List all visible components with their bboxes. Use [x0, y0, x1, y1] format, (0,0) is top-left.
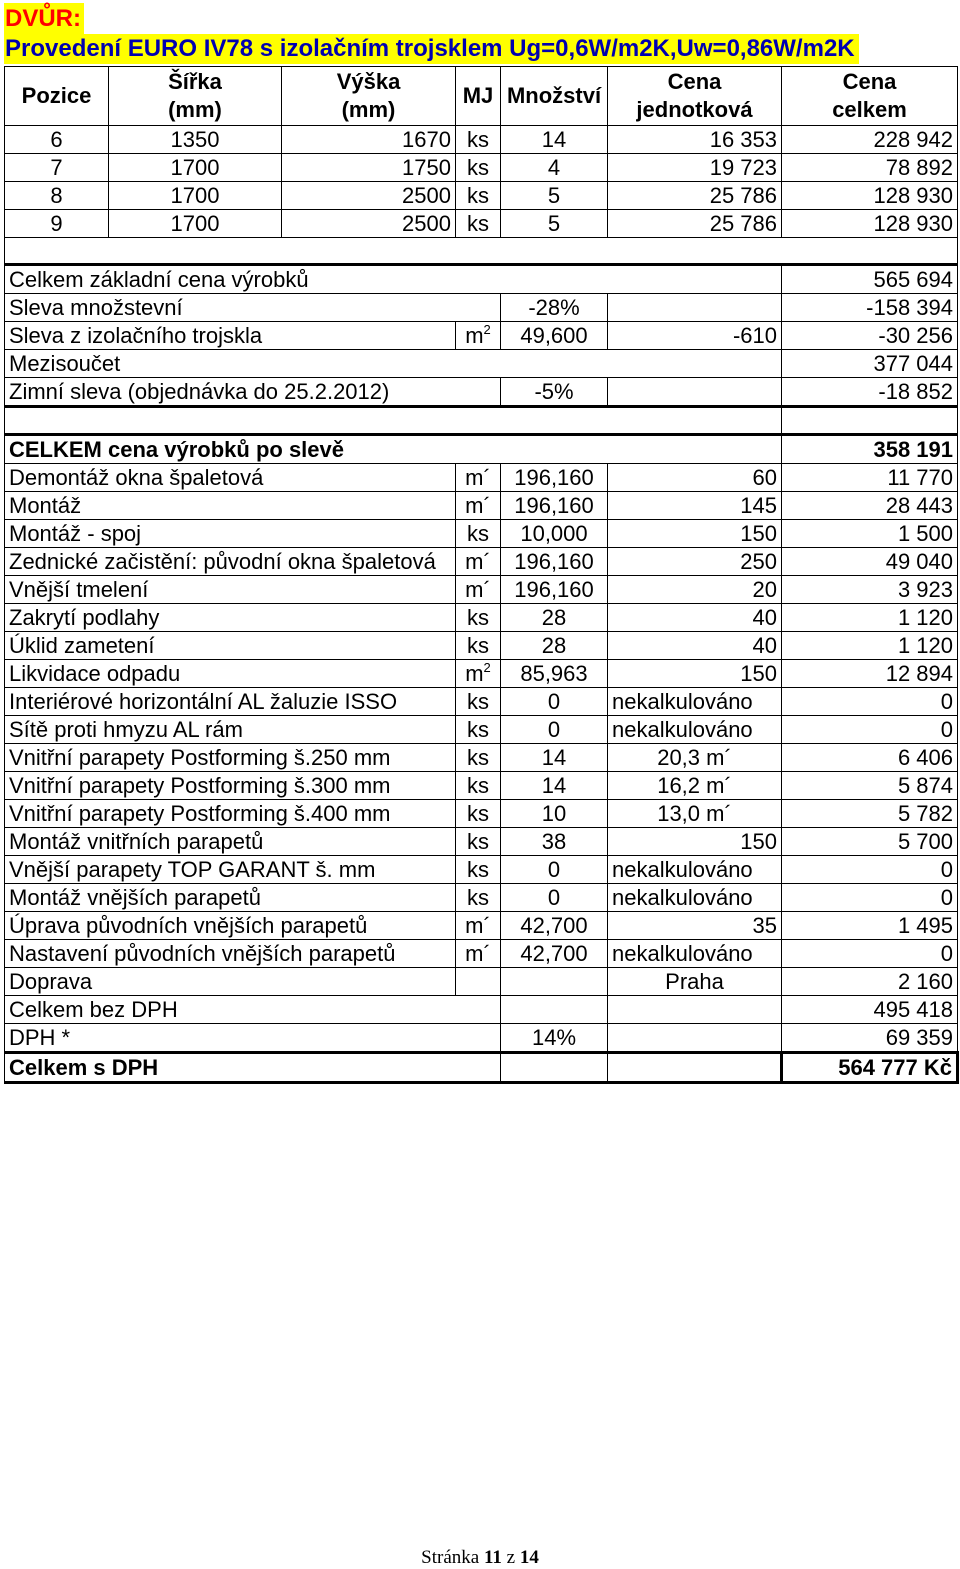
service-total: 6 406 [782, 744, 958, 772]
mj-cell [456, 912, 501, 940]
mj-cell [456, 322, 501, 350]
service-row [5, 576, 958, 604]
service-label: Vnitřní parapety Postforming š.400 mm [5, 800, 456, 828]
mj-exponent: 2 [483, 321, 491, 337]
mj-cell [456, 548, 501, 576]
service-unit-price: 145 [608, 492, 782, 520]
mj-unit: ks [467, 744, 489, 770]
header-mj: MJ [456, 67, 501, 126]
service-row [5, 828, 958, 856]
mj-unit: ks [467, 604, 489, 630]
total-value: 69 359 [782, 1024, 958, 1053]
celkem-po-sleve-row [5, 435, 958, 464]
service-row [5, 744, 958, 772]
cena-celkem-cell: 128 930 [782, 182, 958, 210]
service-qty: 14 [501, 772, 608, 800]
summary-row-zakladni [5, 265, 958, 294]
mj-unit: ks [467, 772, 489, 798]
service-label: Montáž vnitřních parapetů [5, 828, 456, 856]
summary-label: Zimní sleva (objednávka do 25.2.2012) [5, 378, 501, 407]
service-label: Vnější tmelení [5, 576, 456, 604]
service-label: Nastavení původních vnějších parapetů [5, 940, 456, 968]
service-qty: 42,700 [501, 912, 608, 940]
table-row [5, 126, 958, 154]
service-unit-price: 16,2 m´ [608, 772, 782, 800]
blank-row [5, 238, 958, 265]
summary-total: -18 852 [782, 378, 958, 407]
service-row [5, 520, 958, 548]
mj-cell [456, 604, 501, 632]
cena-jednotkova-cell: 25 786 [608, 210, 782, 238]
mnozstvi-cell: 5 [501, 182, 608, 210]
sirka-cell: 1350 [109, 126, 282, 154]
service-qty: 38 [501, 828, 608, 856]
header-cena-celkem: Cena celkem [782, 67, 958, 126]
service-unit-price: nekalkulováno [608, 716, 782, 744]
service-qty: 196,160 [501, 548, 608, 576]
mj-cell [456, 660, 501, 688]
sheet-heading: DVŮR: [4, 3, 84, 34]
summary-percent: -5% [501, 378, 608, 407]
mj-cell: ks [456, 154, 501, 182]
sirka-cell: 1700 [109, 182, 282, 210]
cena-celkem-cell: 128 930 [782, 210, 958, 238]
service-total: 0 [782, 856, 958, 884]
summary-label: Sleva množstevní [5, 294, 501, 322]
summary-empty [608, 294, 782, 322]
total-empty [501, 1053, 608, 1083]
service-qty: 0 [501, 716, 608, 744]
service-label: Montáž - spoj [5, 520, 456, 548]
service-qty: 196,160 [501, 576, 608, 604]
sheet-subheading: Provedení EURO IV78 s izolačním trojsklem Ug=0,6W/m2K,Uw=0,86W/m2K [4, 34, 859, 64]
mj-unit: ks [467, 632, 489, 658]
pozice-cell: 6 [5, 126, 109, 154]
table-header-row [5, 67, 958, 126]
service-unit-price: 20,3 m´ [608, 744, 782, 772]
service-label: Úprava původních vnějších parapetů [5, 912, 456, 940]
header-cena-jednotkova: Cena jednotková [608, 67, 782, 126]
service-qty: 196,160 [501, 492, 608, 520]
service-row [5, 884, 958, 912]
total-empty [608, 1024, 782, 1053]
mj-unit: m´ [465, 576, 491, 602]
mj-unit: m´ [465, 492, 491, 518]
total-empty [608, 996, 782, 1024]
mj-cell [456, 716, 501, 744]
summary-total: -158 394 [782, 294, 958, 322]
mj-cell [456, 968, 501, 996]
header-mnozstvi: Množství [501, 67, 608, 126]
table-row [5, 154, 958, 182]
service-unit-price: nekalkulováno [608, 688, 782, 716]
cena-jednotkova-cell: 19 723 [608, 154, 782, 182]
total-value: 495 418 [782, 996, 958, 1024]
mj-unit: m [465, 660, 484, 686]
service-unit-price: 150 [608, 520, 782, 548]
service-total: 49 040 [782, 548, 958, 576]
service-qty: 14 [501, 744, 608, 772]
mj-unit: ks [467, 828, 489, 854]
mj-cell [456, 884, 501, 912]
service-total: 1 120 [782, 604, 958, 632]
service-unit-price: nekalkulováno [608, 940, 782, 968]
summary-qty: 49,600 [501, 322, 608, 350]
mj-cell [456, 464, 501, 492]
mnozstvi-cell: 14 [501, 126, 608, 154]
title-block [4, 3, 859, 64]
mnozstvi-cell: 4 [501, 154, 608, 182]
mj-cell [456, 576, 501, 604]
service-total: 5 782 [782, 800, 958, 828]
service-total: 0 [782, 688, 958, 716]
service-row [5, 660, 958, 688]
service-row [5, 800, 958, 828]
service-unit-price: 150 [608, 828, 782, 856]
service-total: 12 894 [782, 660, 958, 688]
sirka-cell: 1700 [109, 154, 282, 182]
mj-cell [456, 744, 501, 772]
total-row-s-dph [5, 1053, 958, 1083]
service-total: 3 923 [782, 576, 958, 604]
mj-cell [456, 520, 501, 548]
summary-total: 565 694 [782, 265, 958, 294]
mj-unit: ks [467, 716, 489, 742]
vyska-cell: 2500 [282, 210, 456, 238]
service-total: 28 443 [782, 492, 958, 520]
service-row [5, 968, 958, 996]
mj-cell: ks [456, 210, 501, 238]
total-percent: 14% [501, 1024, 608, 1053]
table-row [5, 182, 958, 210]
summary-empty [608, 378, 782, 407]
mj-unit: ks [467, 688, 489, 714]
service-total: 2 160 [782, 968, 958, 996]
service-unit-price: 60 [608, 464, 782, 492]
service-qty: 42,700 [501, 940, 608, 968]
service-qty: 85,963 [501, 660, 608, 688]
mj-cell: ks [456, 182, 501, 210]
service-label: Montáž [5, 492, 456, 520]
service-label: Demontáž okna špaletová [5, 464, 456, 492]
price-table [4, 66, 959, 1084]
service-label: Montáž vnějších parapetů [5, 884, 456, 912]
total-label: DPH * [5, 1024, 501, 1053]
cena-jednotkova-cell: 16 353 [608, 126, 782, 154]
celkem-po-sleve-total: 358 191 [782, 435, 958, 464]
sirka-cell: 1700 [109, 210, 282, 238]
service-qty: 196,160 [501, 464, 608, 492]
pozice-cell: 9 [5, 210, 109, 238]
service-row [5, 940, 958, 968]
service-label: Vnější parapety TOP GARANT š. mm [5, 856, 456, 884]
summary-label: Sleva z izolačního trojskla [5, 322, 456, 350]
summary-row-sleva-mnozstevni [5, 294, 958, 322]
service-unit-price: 20 [608, 576, 782, 604]
service-label: Likvidace odpadu [5, 660, 456, 688]
service-row [5, 604, 958, 632]
mj-unit: ks [467, 800, 489, 826]
service-label: Zakrytí podlahy [5, 604, 456, 632]
summary-unit: -610 [608, 322, 782, 350]
service-unit-price: 35 [608, 912, 782, 940]
summary-total: -30 256 [782, 322, 958, 350]
service-label: Interiérové horizontální AL žaluzie ISSO [5, 688, 456, 716]
mj-cell: ks [456, 126, 501, 154]
service-total: 11 770 [782, 464, 958, 492]
service-total: 1 120 [782, 632, 958, 660]
service-label: Doprava [5, 968, 456, 996]
service-unit-price: nekalkulováno [608, 884, 782, 912]
service-qty: 10,000 [501, 520, 608, 548]
service-unit-price: 40 [608, 632, 782, 660]
table-row [5, 210, 958, 238]
mj-unit: m´ [465, 464, 491, 490]
service-label: Úklid zametení [5, 632, 456, 660]
service-unit-price: 250 [608, 548, 782, 576]
mj-cell [456, 632, 501, 660]
service-total: 5 874 [782, 772, 958, 800]
service-total: 1 495 [782, 912, 958, 940]
service-qty: 28 [501, 604, 608, 632]
total-row-bez-dph [5, 996, 958, 1024]
service-unit-price: 13,0 m´ [608, 800, 782, 828]
summary-total: 377 044 [782, 350, 958, 378]
mj-cell [456, 688, 501, 716]
summary-row-sleva-izol [5, 322, 958, 350]
header-sirka: Šířka (mm) [109, 67, 282, 126]
pozice-cell: 8 [5, 182, 109, 210]
service-label: Sítě proti hmyzu AL rám [5, 716, 456, 744]
service-qty: 28 [501, 632, 608, 660]
service-row [5, 492, 958, 520]
service-label: Vnitřní parapety Postforming š.250 mm [5, 744, 456, 772]
service-qty: 0 [501, 688, 608, 716]
summary-row-zimni [5, 378, 958, 407]
mj-cell [456, 856, 501, 884]
service-row [5, 716, 958, 744]
mj-cell [456, 800, 501, 828]
blank-cell [782, 407, 958, 435]
service-qty [501, 968, 608, 996]
service-unit-price: 40 [608, 604, 782, 632]
service-label: Zednické začistění: původní okna špaletová [5, 548, 456, 576]
service-total: 1 500 [782, 520, 958, 548]
service-row [5, 464, 958, 492]
service-label: Vnitřní parapety Postforming š.300 mm [5, 772, 456, 800]
mj-unit: m´ [465, 940, 491, 966]
vyska-cell: 1670 [282, 126, 456, 154]
mj-unit: ks [467, 884, 489, 910]
pozice-cell: 7 [5, 154, 109, 182]
mj-cell [456, 828, 501, 856]
blank-cell [5, 238, 958, 265]
mj-unit: m [465, 322, 484, 348]
header-vyska: Výška (mm) [282, 67, 456, 126]
mj-unit: ks [467, 856, 489, 882]
service-qty: 0 [501, 884, 608, 912]
service-row [5, 856, 958, 884]
total-row-dph [5, 1024, 958, 1053]
service-row [5, 548, 958, 576]
total-empty [608, 1053, 782, 1083]
celkem-po-sleve-label: CELKEM cena výrobků po slevě [5, 435, 782, 464]
page-footer: Stránka 11 z 14 [421, 1547, 539, 1568]
service-qty: 10 [501, 800, 608, 828]
blank-row [5, 407, 958, 435]
summary-percent: -28% [501, 294, 608, 322]
summary-row-mezisoucet [5, 350, 958, 378]
mj-exponent: 2 [483, 659, 491, 675]
service-row [5, 772, 958, 800]
mj-unit: m´ [465, 912, 491, 938]
service-unit-price: nekalkulováno [608, 856, 782, 884]
mj-unit: ks [467, 520, 489, 546]
service-row [5, 912, 958, 940]
mnozstvi-cell: 5 [501, 210, 608, 238]
grand-total-value: 564 777 Kč [782, 1053, 958, 1083]
service-row [5, 632, 958, 660]
vyska-cell: 1750 [282, 154, 456, 182]
cena-celkem-cell: 228 942 [782, 126, 958, 154]
service-qty: 0 [501, 856, 608, 884]
service-row [5, 688, 958, 716]
header-pozice: Pozice [5, 67, 109, 126]
total-empty [501, 996, 608, 1024]
blank-cell [5, 407, 782, 435]
total-label: Celkem s DPH [5, 1053, 501, 1083]
mj-unit: m´ [465, 548, 491, 574]
summary-label: Mezisoučet [5, 350, 782, 378]
mj-cell [456, 772, 501, 800]
cena-celkem-cell: 78 892 [782, 154, 958, 182]
vyska-cell: 2500 [282, 182, 456, 210]
service-total: 0 [782, 940, 958, 968]
service-total: 0 [782, 716, 958, 744]
service-total: 0 [782, 884, 958, 912]
mj-cell [456, 492, 501, 520]
cena-jednotkova-cell: 25 786 [608, 182, 782, 210]
total-label: Celkem bez DPH [5, 996, 501, 1024]
service-total: 5 700 [782, 828, 958, 856]
summary-label: Celkem základní cena výrobků [5, 265, 782, 294]
service-unit-price: 150 [608, 660, 782, 688]
mj-cell [456, 940, 501, 968]
service-unit-price: Praha [608, 968, 782, 996]
